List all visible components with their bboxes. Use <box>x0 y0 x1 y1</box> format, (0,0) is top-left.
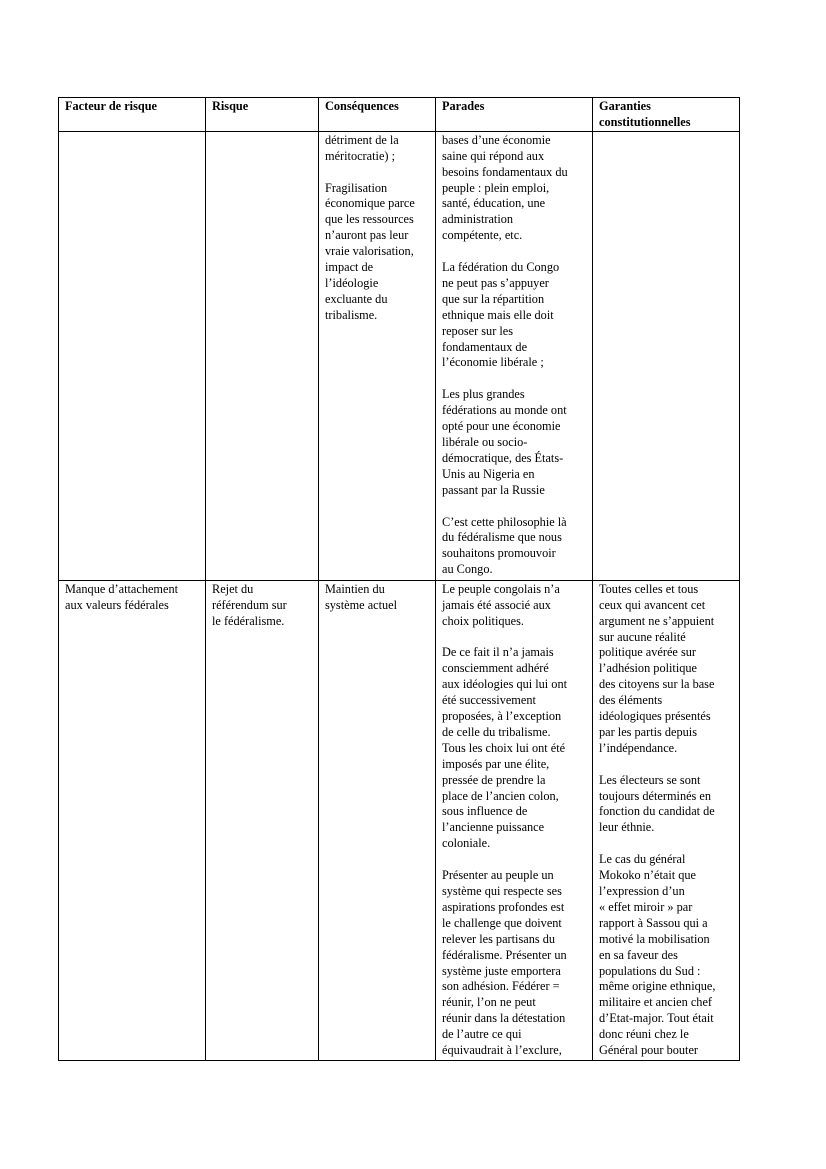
paragraph: C’est cette philosophie là du fédéralisme que nous souhaitons promouvoir au Congo. <box>442 514 567 577</box>
paragraph: Toutes celles et tous ceux qui avancent cet argument ne s’appuient sur aucune réalité politique avérée sur l’adhésion politique des citoyens sur la base des éléments idéologiques présentés par les partis depuis l’indépendance. <box>599 581 715 755</box>
header-risk: Risque <box>206 98 319 132</box>
paragraph: Présenter au peuple un système qui respecte ses aspirations profondes est le challenge que doivent relever les partisans du fédéralisme. Présenter un système juste emportera son adhésion. Fédérer = réunir, l’on ne peut réunir dans la détestation de l’autre ce qui équivaudrait à l’exclure, <box>442 868 567 1058</box>
paragraph: La fédération du Congo ne peut pas s’appuyer que sur la répartition ethnique mais elle doit reposer sur les fondamentaux de l’économie libérale ; <box>442 260 560 370</box>
row1-risk-factor-cell <box>59 131 206 580</box>
row1-guarantees-cell <box>593 131 740 580</box>
header-risk-factor: Facteur de risque <box>59 98 206 132</box>
paragraph: Le cas du général Mokoko n’était que l’expression d’un « effet miroir » par rapport à Sassou qui a motivé la mobilisation en sa faveur des populations du Sud : même origine ethnique, militaire et ancien chef d’Etat-major. Tout était donc réuni chez le Général pour bouter <box>599 852 716 1058</box>
paragraph: Fragilisation économique parce que les ressources n’auront pas leur vraie valorisation, impact de l’idéologie excluante du tribalisme. <box>325 180 415 322</box>
paragraph: bases d’une économie saine qui répond aux besoins fondamentaux du peuple : plein emploi, santé, éducation, une administration compétente, etc. <box>442 132 568 243</box>
row2-risk-factor-cell: Manque d’attachement aux valeurs fédérales <box>59 580 206 1060</box>
row1-parades-cell <box>436 131 593 580</box>
paragraph: Le peuple congolais n’a jamais été associé aux choix politiques. <box>442 581 560 628</box>
table-row <box>59 580 740 1060</box>
row2-risk-cell: Rejet du référendum sur le fédéralisme. <box>206 580 319 1060</box>
paragraph: détriment de la méritocratie) ; <box>325 132 399 163</box>
row1-risk-cell <box>206 131 319 580</box>
paragraph: Maintien du système actuel <box>325 581 398 612</box>
paragraph: De ce fait il n’a jamais consciemment adhéré aux idéologies qui lui ont été successivement proposées, à l’exception de celle du tribalisme. Tous les choix lui ont été imposés par une élite, pressée de prendre la place de l’ancien colon, sous influence de l’ancienne puissance coloniale. <box>442 645 568 851</box>
row2-guarantees-cell <box>593 580 740 1060</box>
document-page <box>58 97 739 1061</box>
risk-table <box>58 97 740 1061</box>
header-consequences: Conséquences <box>319 98 436 132</box>
row1-consequences-cell <box>319 131 436 580</box>
row2-parades-cell <box>436 580 593 1060</box>
paragraph: Les électeurs se sont toujours déterminés en fonction du candidat de leur éthnie. <box>599 772 715 835</box>
row2-consequences-cell <box>319 580 436 1060</box>
header-parades: Parades <box>436 98 593 132</box>
header-guarantees: Garanties constitutionnelles <box>593 98 740 132</box>
paragraph: Les plus grandes fédérations au monde ont opté pour une économie libérale ou socio- démocratique, des États- Unis au Nigeria en passant par la Russie <box>442 387 567 497</box>
table-header-row <box>59 98 740 132</box>
table-row <box>59 131 740 580</box>
